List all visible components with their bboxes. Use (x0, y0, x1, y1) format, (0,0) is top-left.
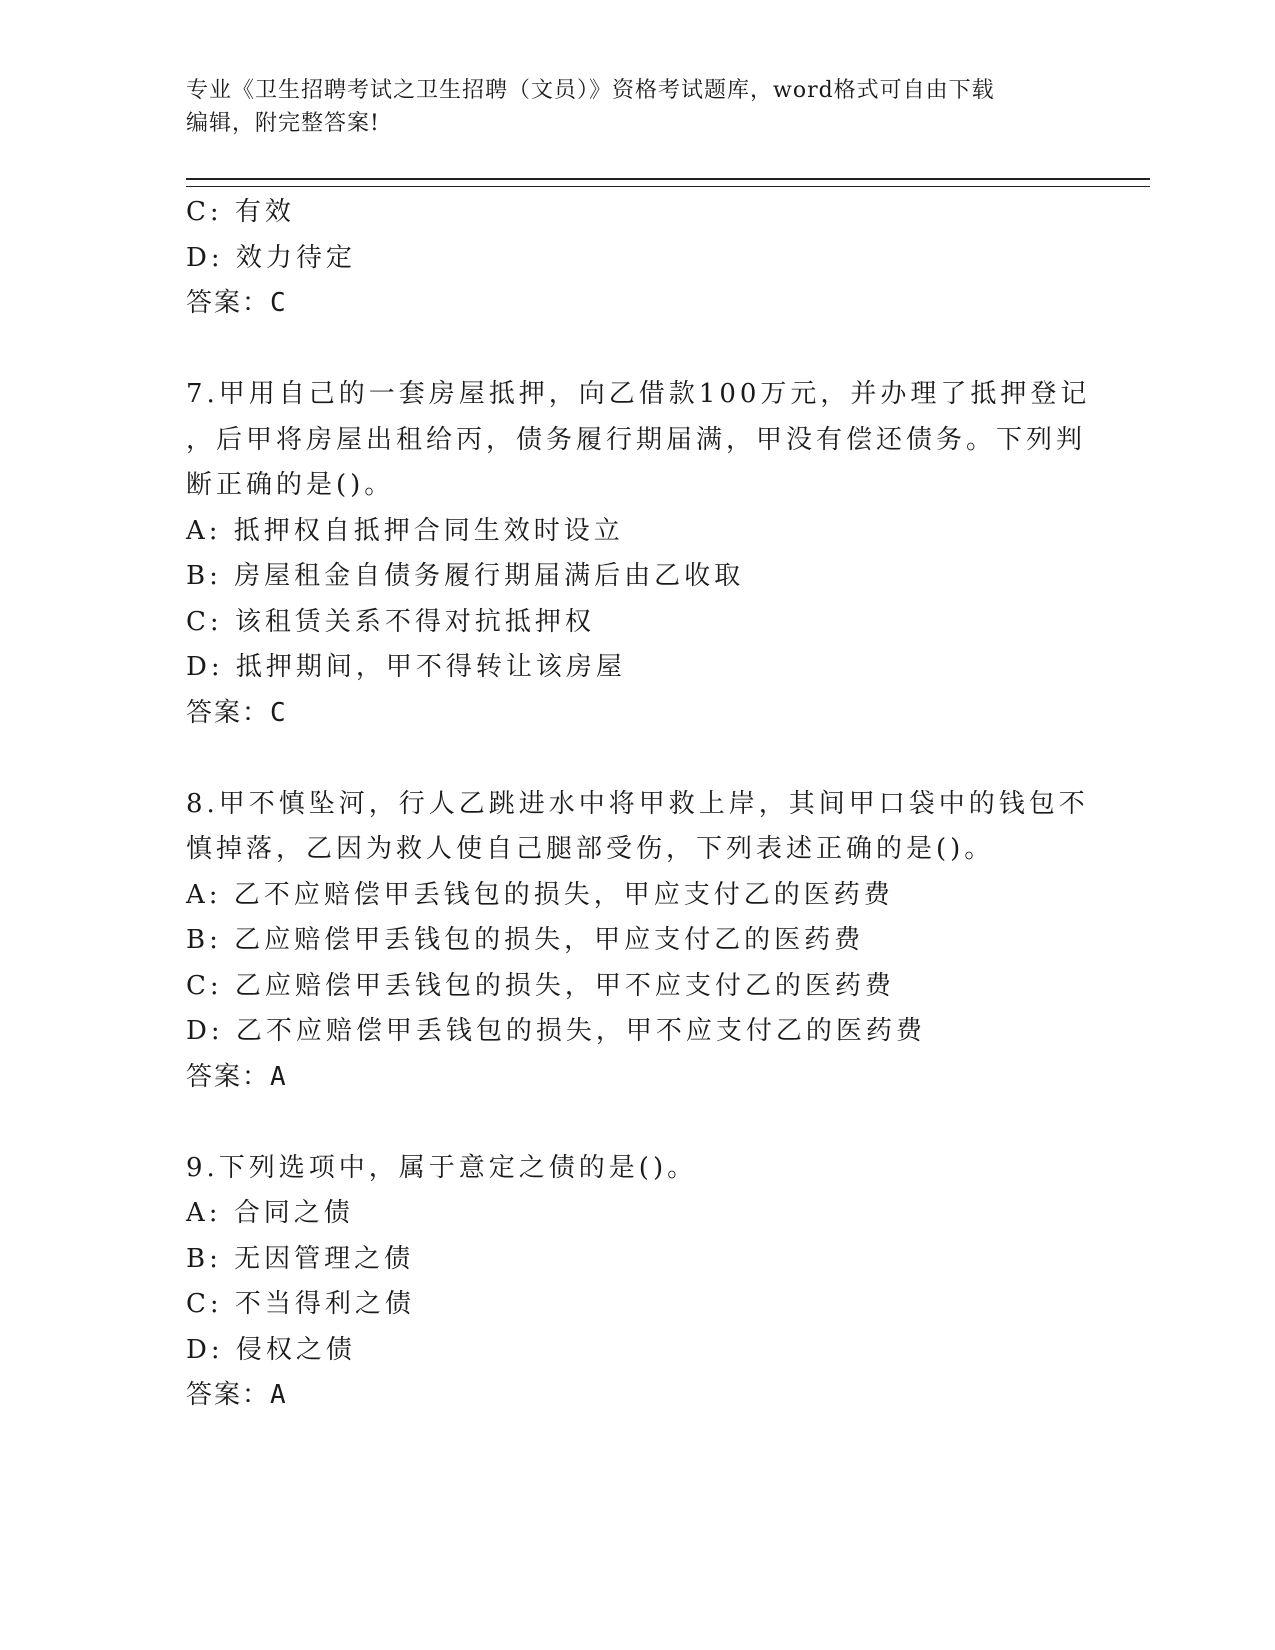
question-9 (186, 1146, 1086, 1419)
answer-value: A (270, 1061, 288, 1092)
spacer (186, 736, 1086, 782)
option-b: B: 乙应赔偿甲丢钱包的损失，甲应支付乙的医药费 (186, 925, 865, 955)
answer-label: 答案： (186, 1061, 271, 1092)
question-stem-line: 8.甲不慎坠河，行人乙跳进水中将甲救上岸，其间甲口袋中的钱包不 (186, 788, 1089, 819)
answer-line (186, 1373, 1086, 1419)
answer-line (186, 691, 1086, 737)
answer-line (186, 1055, 1086, 1101)
answer-value: C (270, 697, 288, 728)
header-divider (186, 178, 1150, 187)
question-7 (186, 372, 1091, 736)
answer-value: C (270, 288, 288, 318)
answer-line (186, 281, 1086, 327)
question-stem-line: 7.甲用自己的一套房屋抵押，向乙借款100万元，并办理了抵押登记 (186, 379, 1091, 409)
question-content (186, 190, 1091, 1419)
option-d: D: 乙不应赔偿甲丢钱包的损失，甲不应支付乙的医药费 (186, 1016, 926, 1046)
question-8 (186, 782, 1089, 1101)
option-c: C: 该租赁关系不得对抗抵押权 (186, 606, 595, 637)
option-c: C: 有效 (186, 197, 295, 227)
option-d: D: 抵押期间，甲不得转让该房屋 (186, 652, 626, 682)
spacer (186, 1100, 1086, 1146)
option-d: D: 侵权之债 (186, 1334, 356, 1365)
question-stem-line: 9.下列选项中，属于意定之债的是()。 (186, 1152, 698, 1183)
previous-question-tail (186, 190, 1086, 327)
option-a: A: 合同之债 (186, 1198, 354, 1228)
option-d: D: 效力待定 (186, 242, 356, 273)
question-stem-line: ，后甲将房屋出租给丙，债务履行期届满，甲没有偿还债务。下列判 (186, 424, 1087, 455)
question-stem-line: 慎掉落，乙因为救人使自己腿部受伤，下列表述正确的是()。 (186, 834, 995, 864)
option-a: A: 抵押权自抵押合同生效时设立 (186, 515, 624, 546)
page-header (186, 74, 1066, 140)
answer-value: A (270, 1380, 288, 1410)
option-a: A: 乙不应赔偿甲丢钱包的损失，甲应支付乙的医药费 (186, 879, 894, 910)
option-b: B: 房屋租金自债务履行期届满后由乙收取 (186, 561, 745, 591)
answer-label: 答案： (186, 697, 271, 728)
spacer (186, 327, 1086, 373)
answer-label: 答案： (186, 288, 271, 318)
option-c: C: 乙应赔偿甲丢钱包的损失，甲不应支付乙的医药费 (186, 970, 895, 1001)
option-c: C: 不当得利之债 (186, 1289, 415, 1319)
question-stem-line: 断正确的是()。 (186, 470, 395, 500)
option-b: B: 无因管理之债 (186, 1243, 415, 1274)
answer-label: 答案： (186, 1380, 271, 1410)
header-line-1: 专业《卫生招聘考试之卫生招聘（文员）》资格考试题库，word格式可自由下载 (186, 78, 995, 103)
header-line-2: 编辑，附完整答案! (186, 111, 380, 136)
